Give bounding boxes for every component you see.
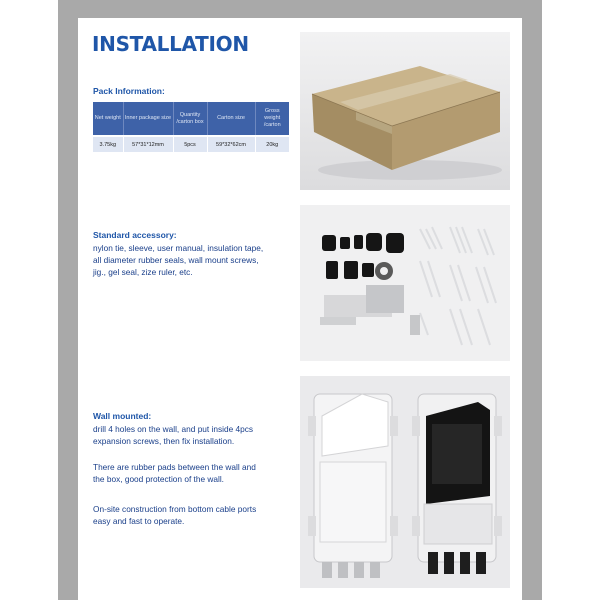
table-header-cell: Inner package size (123, 102, 173, 136)
text-line: nylon tie, sleeve, user manual, insulation tape, (93, 243, 264, 253)
table-header-cell: Gross weight /carton (255, 102, 289, 136)
accessories-photo (300, 205, 510, 361)
table-cell: 57*31*12mm (123, 136, 173, 152)
table-header-row (93, 102, 289, 136)
table-header-cell: Carton size (207, 102, 255, 136)
table-cell: 20kg (255, 136, 289, 152)
text-line: There are rubber pads between the wall and (93, 462, 256, 472)
table-cell: 59*32*62cm (207, 136, 255, 152)
text-line: On-site construction from bottom cable ports (93, 504, 257, 514)
pack-info-table (93, 102, 289, 152)
wall-paragraph-1 (93, 423, 253, 447)
closure-box-photo (300, 376, 510, 588)
table-header-cell: Quantity /carton box (173, 102, 207, 136)
wall-paragraph-3 (93, 503, 256, 527)
table-cell: 5pcs (173, 136, 207, 152)
table-header-cell: Net weight (93, 102, 123, 136)
accessory-heading: Standard accessory: (93, 230, 177, 240)
text-line: easy and fast to operate. (93, 516, 185, 526)
pack-info-heading: Pack Information: (93, 86, 165, 96)
accessory-description (93, 242, 263, 278)
text-line: jig., gel seal, zize ruler, etc. (93, 267, 193, 277)
wall-mounted-heading: Wall mounted: (93, 411, 152, 421)
page-title: INSTALLATION (92, 32, 249, 56)
text-line: expansion screws, then fix installation. (93, 436, 235, 446)
text-line: the box, good protection of the wall. (93, 474, 224, 484)
carton-box-photo (300, 32, 510, 190)
table-row (93, 136, 289, 152)
text-line: drill 4 holes on the wall, and put inside 4pcs (93, 424, 254, 434)
document-page (78, 18, 522, 600)
wall-paragraph-2 (93, 461, 256, 485)
table-cell: 3.75kg (93, 136, 123, 152)
text-line: all diameter rubber seals, wall mount screws, (93, 255, 259, 265)
